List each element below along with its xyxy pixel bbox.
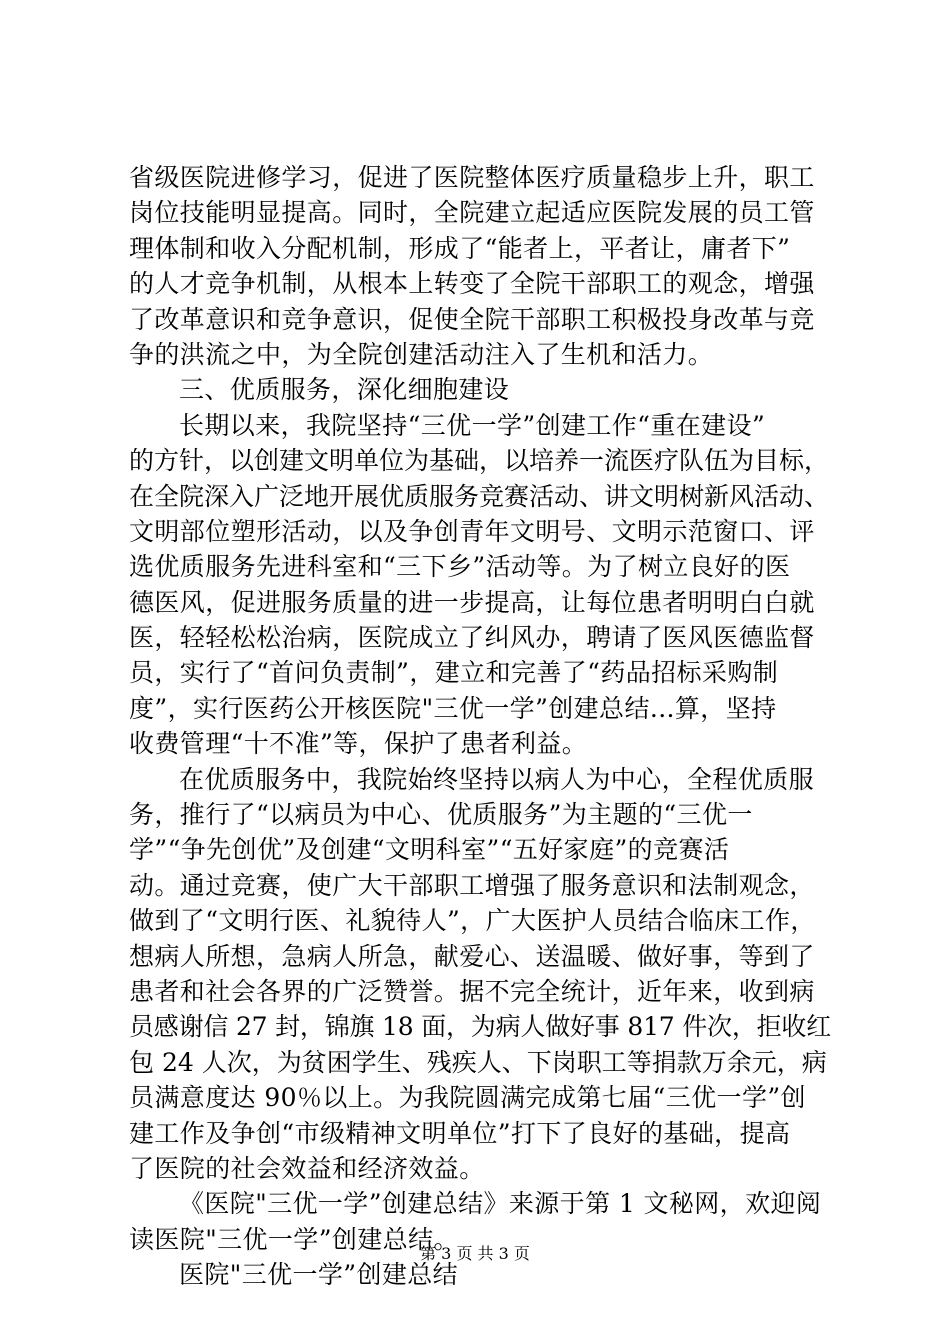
paragraph-start-line: 长期以来，我院坚持“三优一学”创建工作“重在建设” <box>179 410 766 440</box>
body-line: 做到了“文明行医、礼貌待人”，广大医护人员结合临床工作， <box>129 906 816 936</box>
body-line: 员感谢信 27 封，锦旗 18 面，为病人做好事 817 件次，拒收红 <box>129 1012 832 1042</box>
section-heading: 三、优质服务，深化细胞建设 <box>179 375 510 405</box>
body-line: 读医院"三优一学”创建总结。 <box>129 1224 459 1254</box>
body-line: 学”“争先创优”及创建“文明科室”“五好家庭”的竞赛活 <box>129 835 730 865</box>
body-line: 的方针，以创建文明单位为基础，以培养一流医疗队伍为目标， <box>129 446 830 476</box>
body-line: 岗位技能明显提高。同时，全院建立起适应医院发展的员工管 <box>129 198 815 228</box>
closing-title-line: 医院"三优一学”创建总结 <box>179 1260 459 1290</box>
body-line: 医，轻轻松松治病，医院成立了纠风办，聘请了医风医德监督 <box>129 623 815 653</box>
body-line: 度”，实行医药公开核医院"三优一学”创建总结...算，坚持 <box>129 693 777 723</box>
body-line: 包 24 人次，为贫困学生、残疾人、下岗职工等捐款万余元，病 <box>129 1047 827 1077</box>
body-line: 德医风，促进服务质量的进一步提高，让每位患者明明白白就 <box>129 587 815 617</box>
body-line: 患者和社会各界的广泛赞誉。据不完全统计，近年来，收到病 <box>129 976 815 1006</box>
body-line: 员满意度达 90％以上。为我院圆满完成第七届“三优一学”创 <box>129 1083 806 1113</box>
body-line: 的人才竞争机制，从根本上转变了全院干部职工的观念，增强 <box>129 269 815 299</box>
paragraph-start-line: 在优质服务中，我院始终坚持以病人为中心，全程优质服 <box>179 764 815 794</box>
body-line: 员，实行了“首问负责制”，建立和完善了“药品招标采购制 <box>129 658 779 688</box>
body-line: 了改革意识和竞争意识，促使全院干部职工积极投身改革与竞 <box>129 304 815 334</box>
body-line: 在全院深入广泛地开展优质服务竞赛活动、讲文明树新风活动、 <box>129 481 830 511</box>
body-line: 省级医院进修学习，促进了医院整体医疗质量稳步上升，职工 <box>129 163 815 192</box>
body-line: 收费管理“十不准”等，保护了患者利益。 <box>129 729 588 759</box>
document-body <box>129 160 832 1293</box>
body-line: 想病人所想，急病人所急，献爱心、送温暖、做好事，等到了 <box>129 941 815 971</box>
page-number: 第 3 页 共 3 页 <box>420 1244 530 1263</box>
body-line: 动。通过竞赛，使广大干部职工增强了服务意识和法制观念， <box>129 870 815 900</box>
body-line: 文明部位塑形活动，以及争创青年文明号、文明示范窗口、评 <box>129 516 815 546</box>
page-footer <box>0 1243 950 1265</box>
body-line: 务，推行了“以病员为中心、优质服务”为主题的“三优一 <box>129 800 753 830</box>
body-line: 选优质服务先进科室和“三下乡”活动等。为了树立良好的医 <box>129 552 791 582</box>
body-line: 争的洪流之中，为全院创建活动注入了生机和活力。 <box>129 339 714 369</box>
body-line: 理体制和收入分配机制，形成了“能者上，平者让，庸者下” <box>129 233 791 263</box>
body-line: 了医院的社会效益和经济效益。 <box>129 1153 485 1183</box>
paragraph-start-line: 《医院"三优一学”创建总结》来源于第 1 文秘网，欢迎阅 <box>179 1189 822 1219</box>
body-line: 建工作及争创“市级精神文明单位”打下了良好的基础，提高 <box>129 1118 791 1148</box>
